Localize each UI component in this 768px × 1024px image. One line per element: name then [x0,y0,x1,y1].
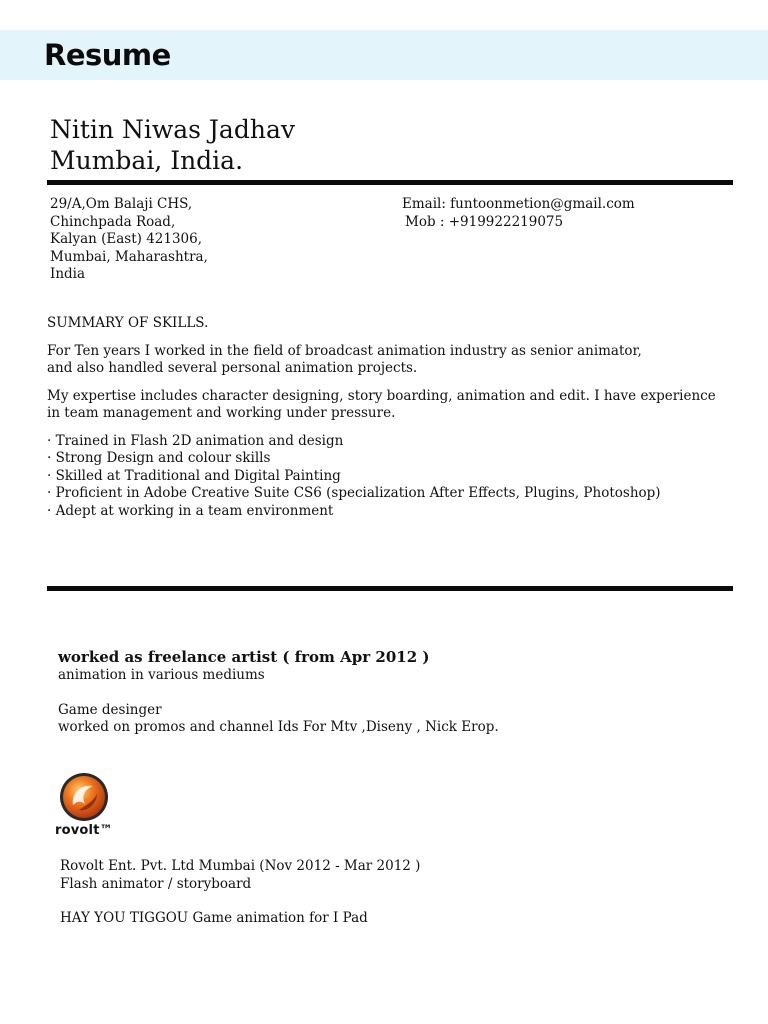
freelance-experience [58,648,499,737]
skills-list [47,433,747,521]
address-line: India [50,266,86,282]
job-title: worked as freelance artist ( from Apr 2012 ) [58,648,430,666]
summary-line: and also handled several personal animation projects. [47,360,418,376]
list-item: · Trained in Flash 2D animation and design [47,432,344,449]
company-line: Rovolt Ent. Pvt. Ltd Mumbai (Nov 2012 - Mar 2012 ) [60,858,421,874]
summary-heading: SUMMARY OF SKILLS. [47,315,209,331]
expertise-line: in team management and working under pressure. [47,405,396,421]
list-item: · Adept at working in a team environment [47,502,334,519]
job-subtitle: animation in various mediums [58,667,265,683]
person-location: Mumbai, India. [50,146,244,175]
rovolt-logo-text: rovolt™ [55,823,113,838]
mobile-text: Mob : +919922219075 [405,213,564,230]
job-role: Game desinger [58,701,162,718]
address-line: Kalyan (East) 421306, [50,231,203,247]
list-item: · Strong Design and colour skills [47,450,271,466]
expertise-line: My expertise includes character designing, story boarding, animation and edit. I have experience [47,387,716,404]
rovolt-experience [60,858,420,928]
contact-block [402,196,635,231]
list-item: · Proficient in Adobe Creative Suite CS6 (specialization After Effects, Plugins, Photoshop) [47,485,661,501]
name-block [50,114,295,176]
address-line: Chinchpada Road, [50,213,176,230]
list-item: · Skilled at Traditional and Digital Painting [47,467,341,484]
project-line: HAY YOU TIGGOU Game animation for I Pad [60,910,368,926]
address-block [50,196,208,284]
job-details: worked on promos and channel Ids For Mtv ,Diseny , Nick Erop. [58,719,499,735]
summary-paragraph [47,343,747,378]
email-text: Email: funtoonmetion@gmail.com [402,196,635,212]
address-line: Mumbai, Maharashtra, [50,248,208,265]
rovolt-logo [55,772,125,842]
expertise-paragraph [47,388,747,423]
address-line: 29/A,Om Balaji CHS, [50,196,193,212]
top-divider [47,180,733,185]
job-role: Flash animator / storyboard [60,875,252,892]
person-name: Nitin Niwas Jadhav [50,115,295,144]
page-title: Resume [44,38,171,72]
bottom-divider [47,586,733,591]
summary-section [47,315,747,520]
summary-line: For Ten years I worked in the field of broadcast animation industry as senior animator, [47,342,642,359]
rovolt-emblem-icon [55,772,115,822]
